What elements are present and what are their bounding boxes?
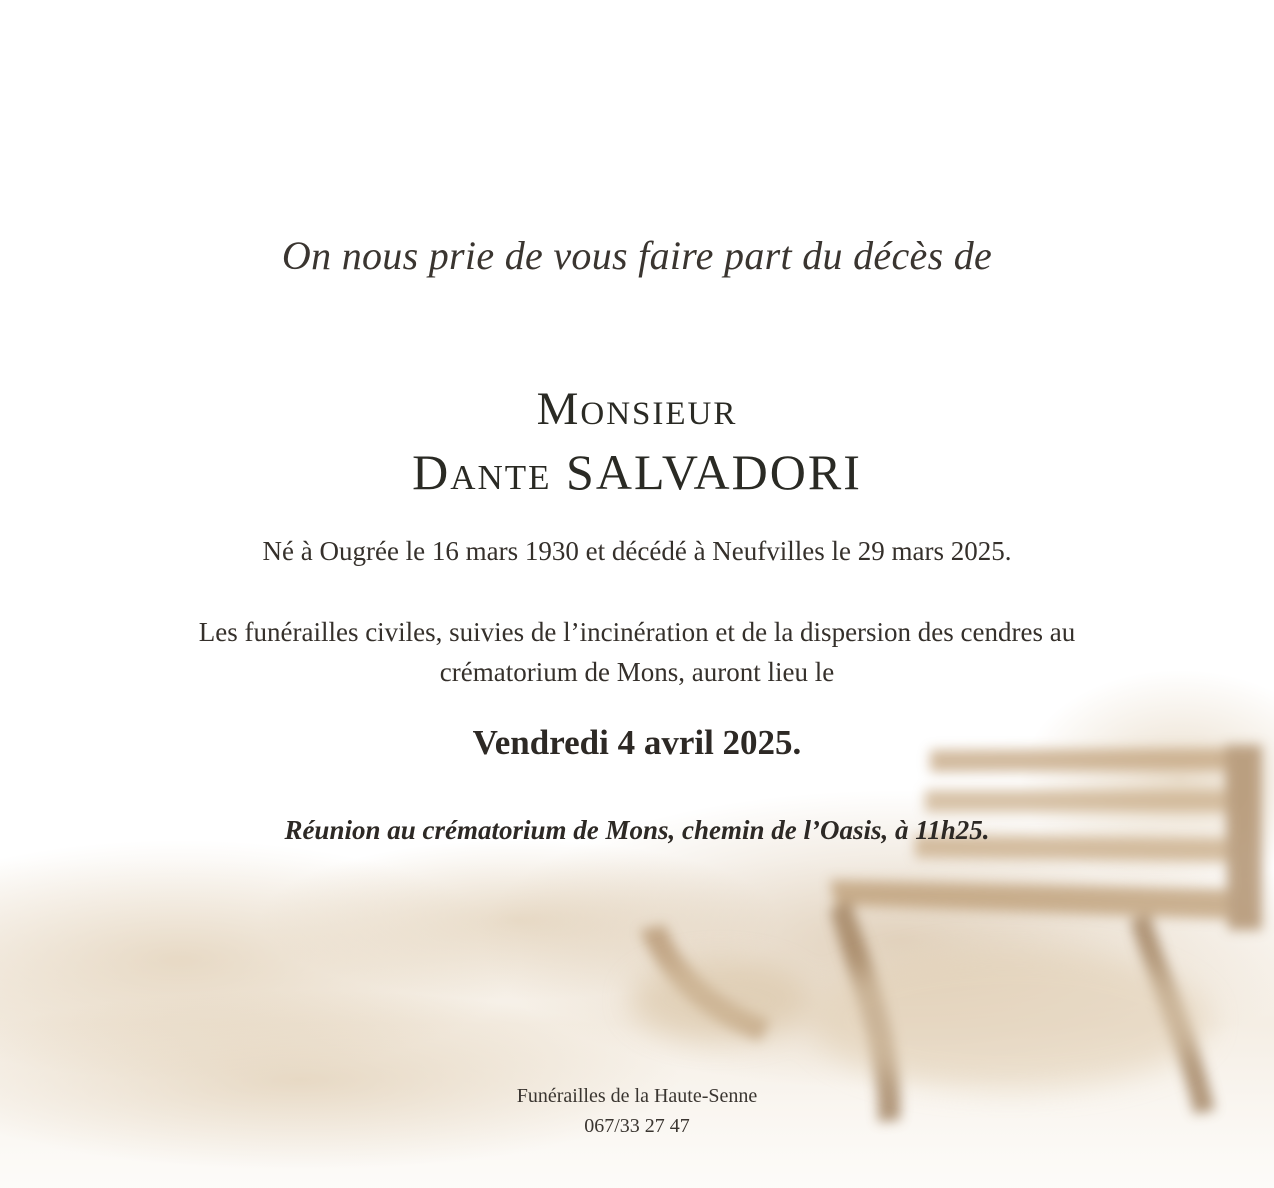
funeral-home-name: Funérailles de la Haute-Senne [516,1085,758,1107]
honorific: Monsieur [536,383,738,435]
ceremony-description-line-2: crématorium de Mons, auront lieu le [439,657,835,687]
ceremony-date: Vendredi 4 avril 2025. [472,723,802,762]
birth-death-details: Né à Ougrée le 16 mars 1930 et décédé à Neufvilles le 29 mars 2025. [262,536,1012,566]
deceased-name: Dante SALVADORI [412,444,862,500]
ceremony-description-line-1: Les funérailles civiles, suivies de l’incinération et de la dispersion des cendres au [198,617,1076,647]
meeting-details: Réunion au crématorium de Mons, chemin de l’Oasis, à 11h25. [284,815,990,845]
funeral-home-phone: 067/33 27 47 [584,1115,690,1137]
intro-text: On nous prie de vous faire part du décès de [281,233,993,278]
